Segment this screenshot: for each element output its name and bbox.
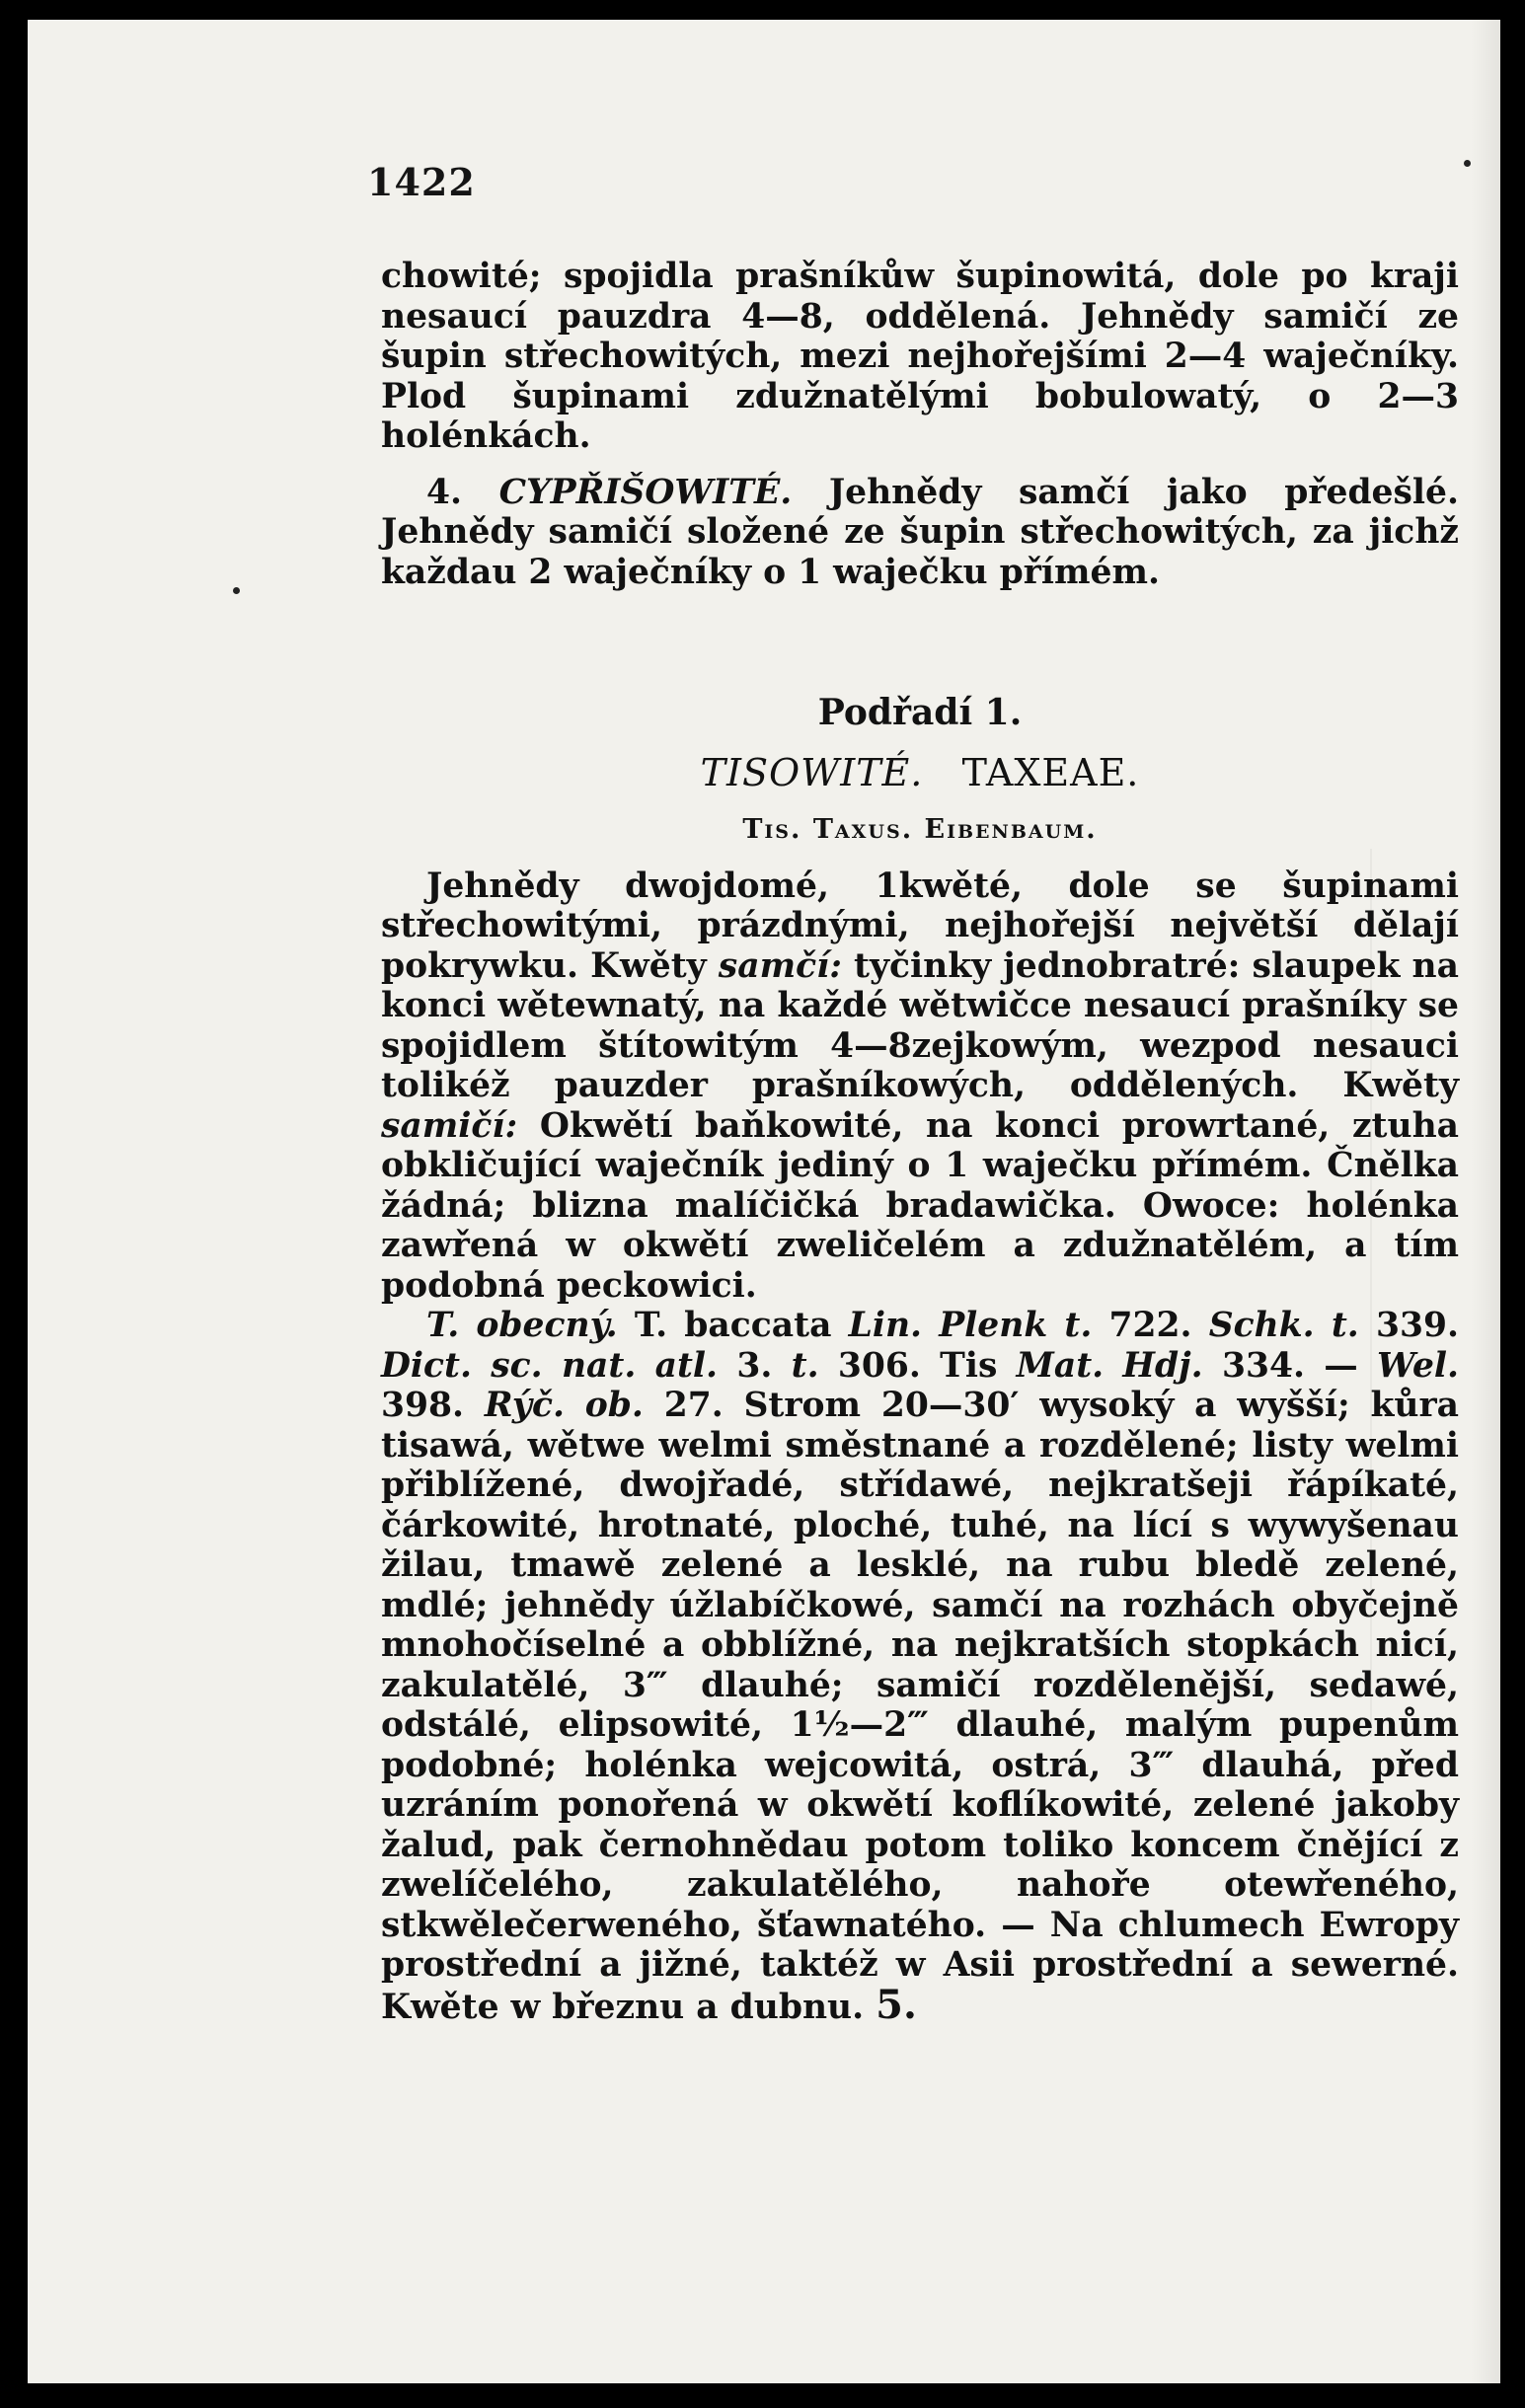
reference-4-num: 334. — <box>1221 1345 1358 1386</box>
species-synonym: T. baccata <box>634 1306 832 1345</box>
page-number: 1422 <box>367 160 476 204</box>
genus-heading: Tis. Taxus. Eibenbaum. <box>742 814 1098 845</box>
description-part-c: Okwětí baňkowité, na konci prowrtané, ztuha obkličující waječník jediný o 1 waječku přímém. Čnělka žádná; blizna malíčičká bradawička. Owoce: holénka zawřená w okwětí zweličelém a zdužnatělém, a tím podobná peckowici. <box>381 1105 1460 1306</box>
cypress-description: Jehnědy samčí jako předešlé. Jehnědy samičí složené ze šupin střechowitých, za jichž každau 2 waječníky o 1 waječku přímém. <box>381 472 1460 592</box>
perennial-symbol: 5. <box>876 1981 917 2028</box>
reference-3: Dict. sc. nat. atl. <box>381 1345 719 1386</box>
species-body: Strom 20—30′ wysoký a wyšší; kůra tisawá, wětwe welmi směstnané a rozdělené; listy welmi přiblížené, dwojřadé, střídawé, nejkratšeji řápíkaté, čárkowité, hrotnaté, ploché, tuhé, na lící s wywyšenau žilau, tmawě zelené a lesklé, na rubu bledě zelené, mdlé; jehnědy úžlabíčkowé, samčí na rozhách obyčejně mnohočíselné a obblížné, na nejkratších stopkách nicí, zakulatělé, 3‴ dlauhé; samičí rozdělenější, sedawé, odstálé, elipsowité, 1½—2‴ dlauhé, malým pupenům podobné; holénka wejcowitá, ostrá, 3‴ dlauhá, před uzráním ponořená w okwětí koflíkowité, zelené jakoby žalud, pak černohnědau potom toliko koncem čnějící z zwelíčelého, zakulatělého, nahoře otewřeného, stkwělečerweného, šťawnatého. — Na chlumech Ewropy prostřední a jižné, taktéž w Asii prostřední a sewerné. Kwěte w březnu a dubnu. <box>381 1386 1460 2027</box>
margin-dot <box>1464 160 1471 167</box>
paragraph-continuation: chowité; spojidla prašníkůw šupinowitá, dole po kraji nesaucí pauzdra 4—8, oddělená. Jehnědy samičí ze šupin střechowitých, mezi nejhořejšími 2—4 waječníky. Plod šupinami zdužnatělými bobulowatý, o 2—3 holénkách. <box>381 257 1459 456</box>
species-description <box>381 1306 1459 2027</box>
paragraph-cypress <box>381 473 1459 593</box>
genus-description <box>381 866 1459 1307</box>
suborder-heading: Podřadí 1. <box>817 692 1023 733</box>
reference-5-num: 398. <box>381 1386 465 1425</box>
reference-3-num: 3. <box>736 1345 773 1386</box>
reference-4: Mat. Hdj. <box>1016 1345 1203 1386</box>
reference-6-num: 27. <box>663 1386 724 1425</box>
label-female: samičí: <box>381 1105 518 1146</box>
reference-6: Rýč. ob. <box>484 1386 644 1425</box>
margin-dot <box>233 587 240 594</box>
family-czech: TISOWITÉ. <box>700 750 924 794</box>
description-part-b: tyčinky jednobratré: slaupek na konci wětewnatý, na každé wětwičce nesaucí prašníky se spojidlem štítowitým 4—8zejkowým, wezpod nesauci tolikéž pauzder prašníkowých, oddělených. Kwěty <box>381 945 1459 1105</box>
family-name-cypress: CYPŘIŠOWITÉ. <box>498 472 793 512</box>
label-male: samčí: <box>718 945 842 986</box>
species-name: T. obecný. <box>426 1306 618 1345</box>
reference-3-t: t. <box>791 1345 819 1386</box>
reference-3-t-num: 306. Tis <box>837 1345 998 1386</box>
description-part-a: Jehnědy dwojdomé, 1kwěté, dole se šupinami střechowitými, prázdnými, nejhořejší největší dělají pokrywku. Kwěty <box>381 865 1459 986</box>
reference-1: Lin. Plenk t. <box>848 1306 1093 1345</box>
family-latin: TAXEAE. <box>961 750 1140 794</box>
family-heading <box>381 750 1459 794</box>
reference-2: Schk. t. <box>1208 1306 1359 1345</box>
reference-5: Wel. <box>1377 1345 1460 1386</box>
reference-2-num: 339. <box>1376 1306 1460 1345</box>
bleed-through-shadow <box>1370 849 1372 1737</box>
book-page <box>28 20 1500 2383</box>
section-number: 4. <box>426 472 463 512</box>
text-block <box>381 257 1459 2027</box>
reference-1-num: 722. <box>1108 1306 1192 1345</box>
page-edge-shadow <box>1471 20 1500 2383</box>
